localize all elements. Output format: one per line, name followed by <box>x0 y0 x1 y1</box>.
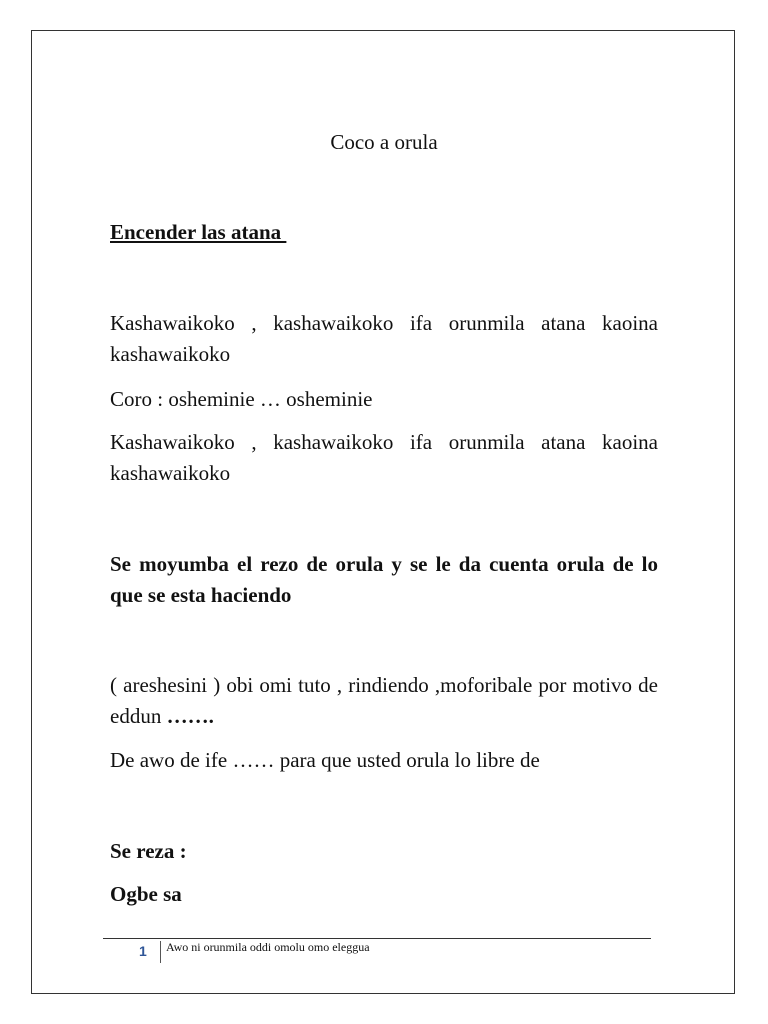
section-heading: Encender las atana <box>110 220 287 244</box>
footer-page-number: 1 <box>139 943 147 959</box>
paragraph-instruction: Se moyumba el rezo de orula y se le da cuenta orula de lo que se esta haciendo <box>110 552 658 607</box>
paragraph-chant-1: Kashawaikoko , kashawaikoko ifa orunmila atana kaoina kashawaikoko <box>110 311 658 366</box>
paragraph-chant-2: Kashawaikoko , kashawaikoko ifa orunmila atana kaoina kashawaikoko <box>110 430 658 485</box>
paragraph-offering <box>110 670 658 732</box>
paragraph-offering-dots: ……. <box>166 704 214 728</box>
footer-separator <box>160 941 161 963</box>
paragraph-coro: Coro : osheminie … osheminie <box>110 387 373 411</box>
paragraph-se-reza: Se reza : <box>110 839 187 863</box>
footer-text: Awo ni orunmila oddi omolu omo eleggua <box>166 940 370 954</box>
paragraph-request: De awo de ife …… para que usted orula lo libre de <box>110 748 540 772</box>
paragraph-ogbe-sa: Ogbe sa <box>110 882 182 906</box>
footer-divider <box>103 938 651 939</box>
document-title: Coco a orula <box>330 130 438 154</box>
paragraph-offering-text: ( areshesini ) obi omi tuto , rindiendo ,moforibale por motivo de eddun <box>110 673 658 728</box>
